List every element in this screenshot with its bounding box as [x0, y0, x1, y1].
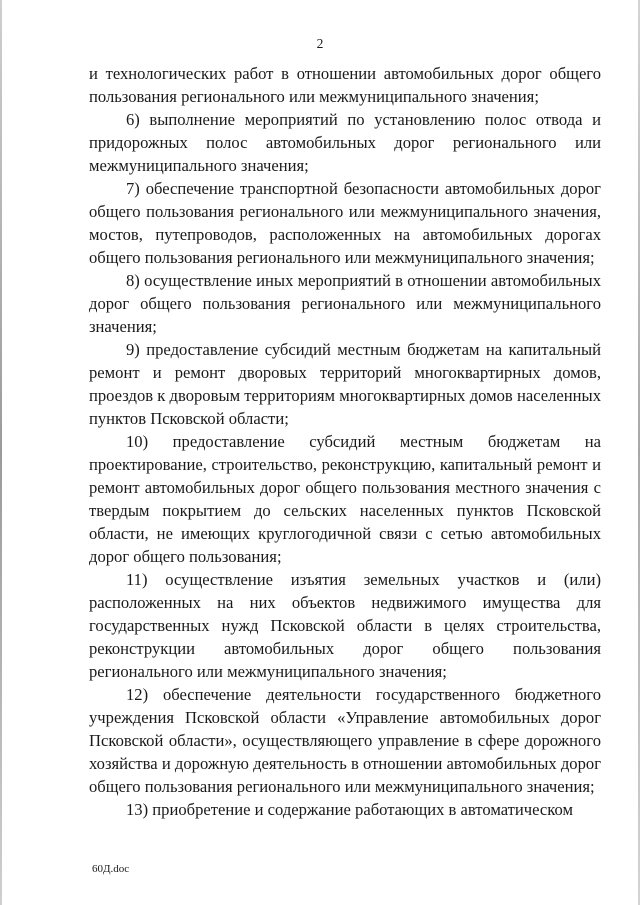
list-item-9: 9) предоставление субсидий местным бюджетам на капитальный ремонт и ремонт дворовых территорий многоквартирных домов, проездов к дворовым территориям многоквартирных домов населенных пунктов Псковской области; — [89, 340, 601, 428]
document-body — [89, 62, 601, 821]
list-item-13: 13) приобретение и содержание работающих в автоматическом — [126, 800, 573, 819]
footer-filename: 60Д.doc — [92, 863, 130, 875]
list-item-6: 6) выполнение мероприятий по установлению полос отвода и придорожных полос автомобильных дорог регионального или межмуниципального значения; — [89, 110, 601, 175]
list-item-10: 10) предоставление субсидий местным бюджетам на проектирование, строительство, реконструкцию, капитальный ремонт и ремонт автомобильных дорог общего пользования местного значения с твердым покрытием до сельских населенных пунктов Псковской области, не имеющих круглогодичной связи с сетью автомобильных дорог общего пользования; — [89, 432, 601, 566]
paragraph-continuation: и технологических работ в отношении автомобильных дорог общего пользования регионального или межмуниципального значения; — [89, 64, 601, 106]
list-item-11: 11) осуществление изъятия земельных участков и (или) расположенных на них объектов недвижимого имущества для государственных нужд Псковской области в целях строительства, реконструкции автомобильных дорог общего пользования регионального или межмуниципального значения; — [89, 570, 601, 681]
list-item-12: 12) обеспечение деятельности государственного бюджетного учреждения Псковской области «Управление автомобильных дорог Псковской области», осуществляющего управление в сфере дорожного хозяйства и дорожную деятельность в отношении автомобильных дорог общего пользования регионального или межмуниципального значения; — [89, 685, 601, 796]
page-number: 2 — [316, 36, 324, 51]
scan-edge-left — [0, 0, 2, 905]
list-item-8: 8) осуществление иных мероприятий в отношении автомобильных дорог общего пользования регионального или межмуниципального значения; — [89, 271, 601, 336]
list-item-7: 7) обеспечение транспортной безопасности автомобильных дорог общего пользования регионального или межмуниципального значения, мостов, путепроводов, расположенных на автомобильных дорогах общего пользования регионального или межмуниципального значения; — [89, 179, 601, 267]
